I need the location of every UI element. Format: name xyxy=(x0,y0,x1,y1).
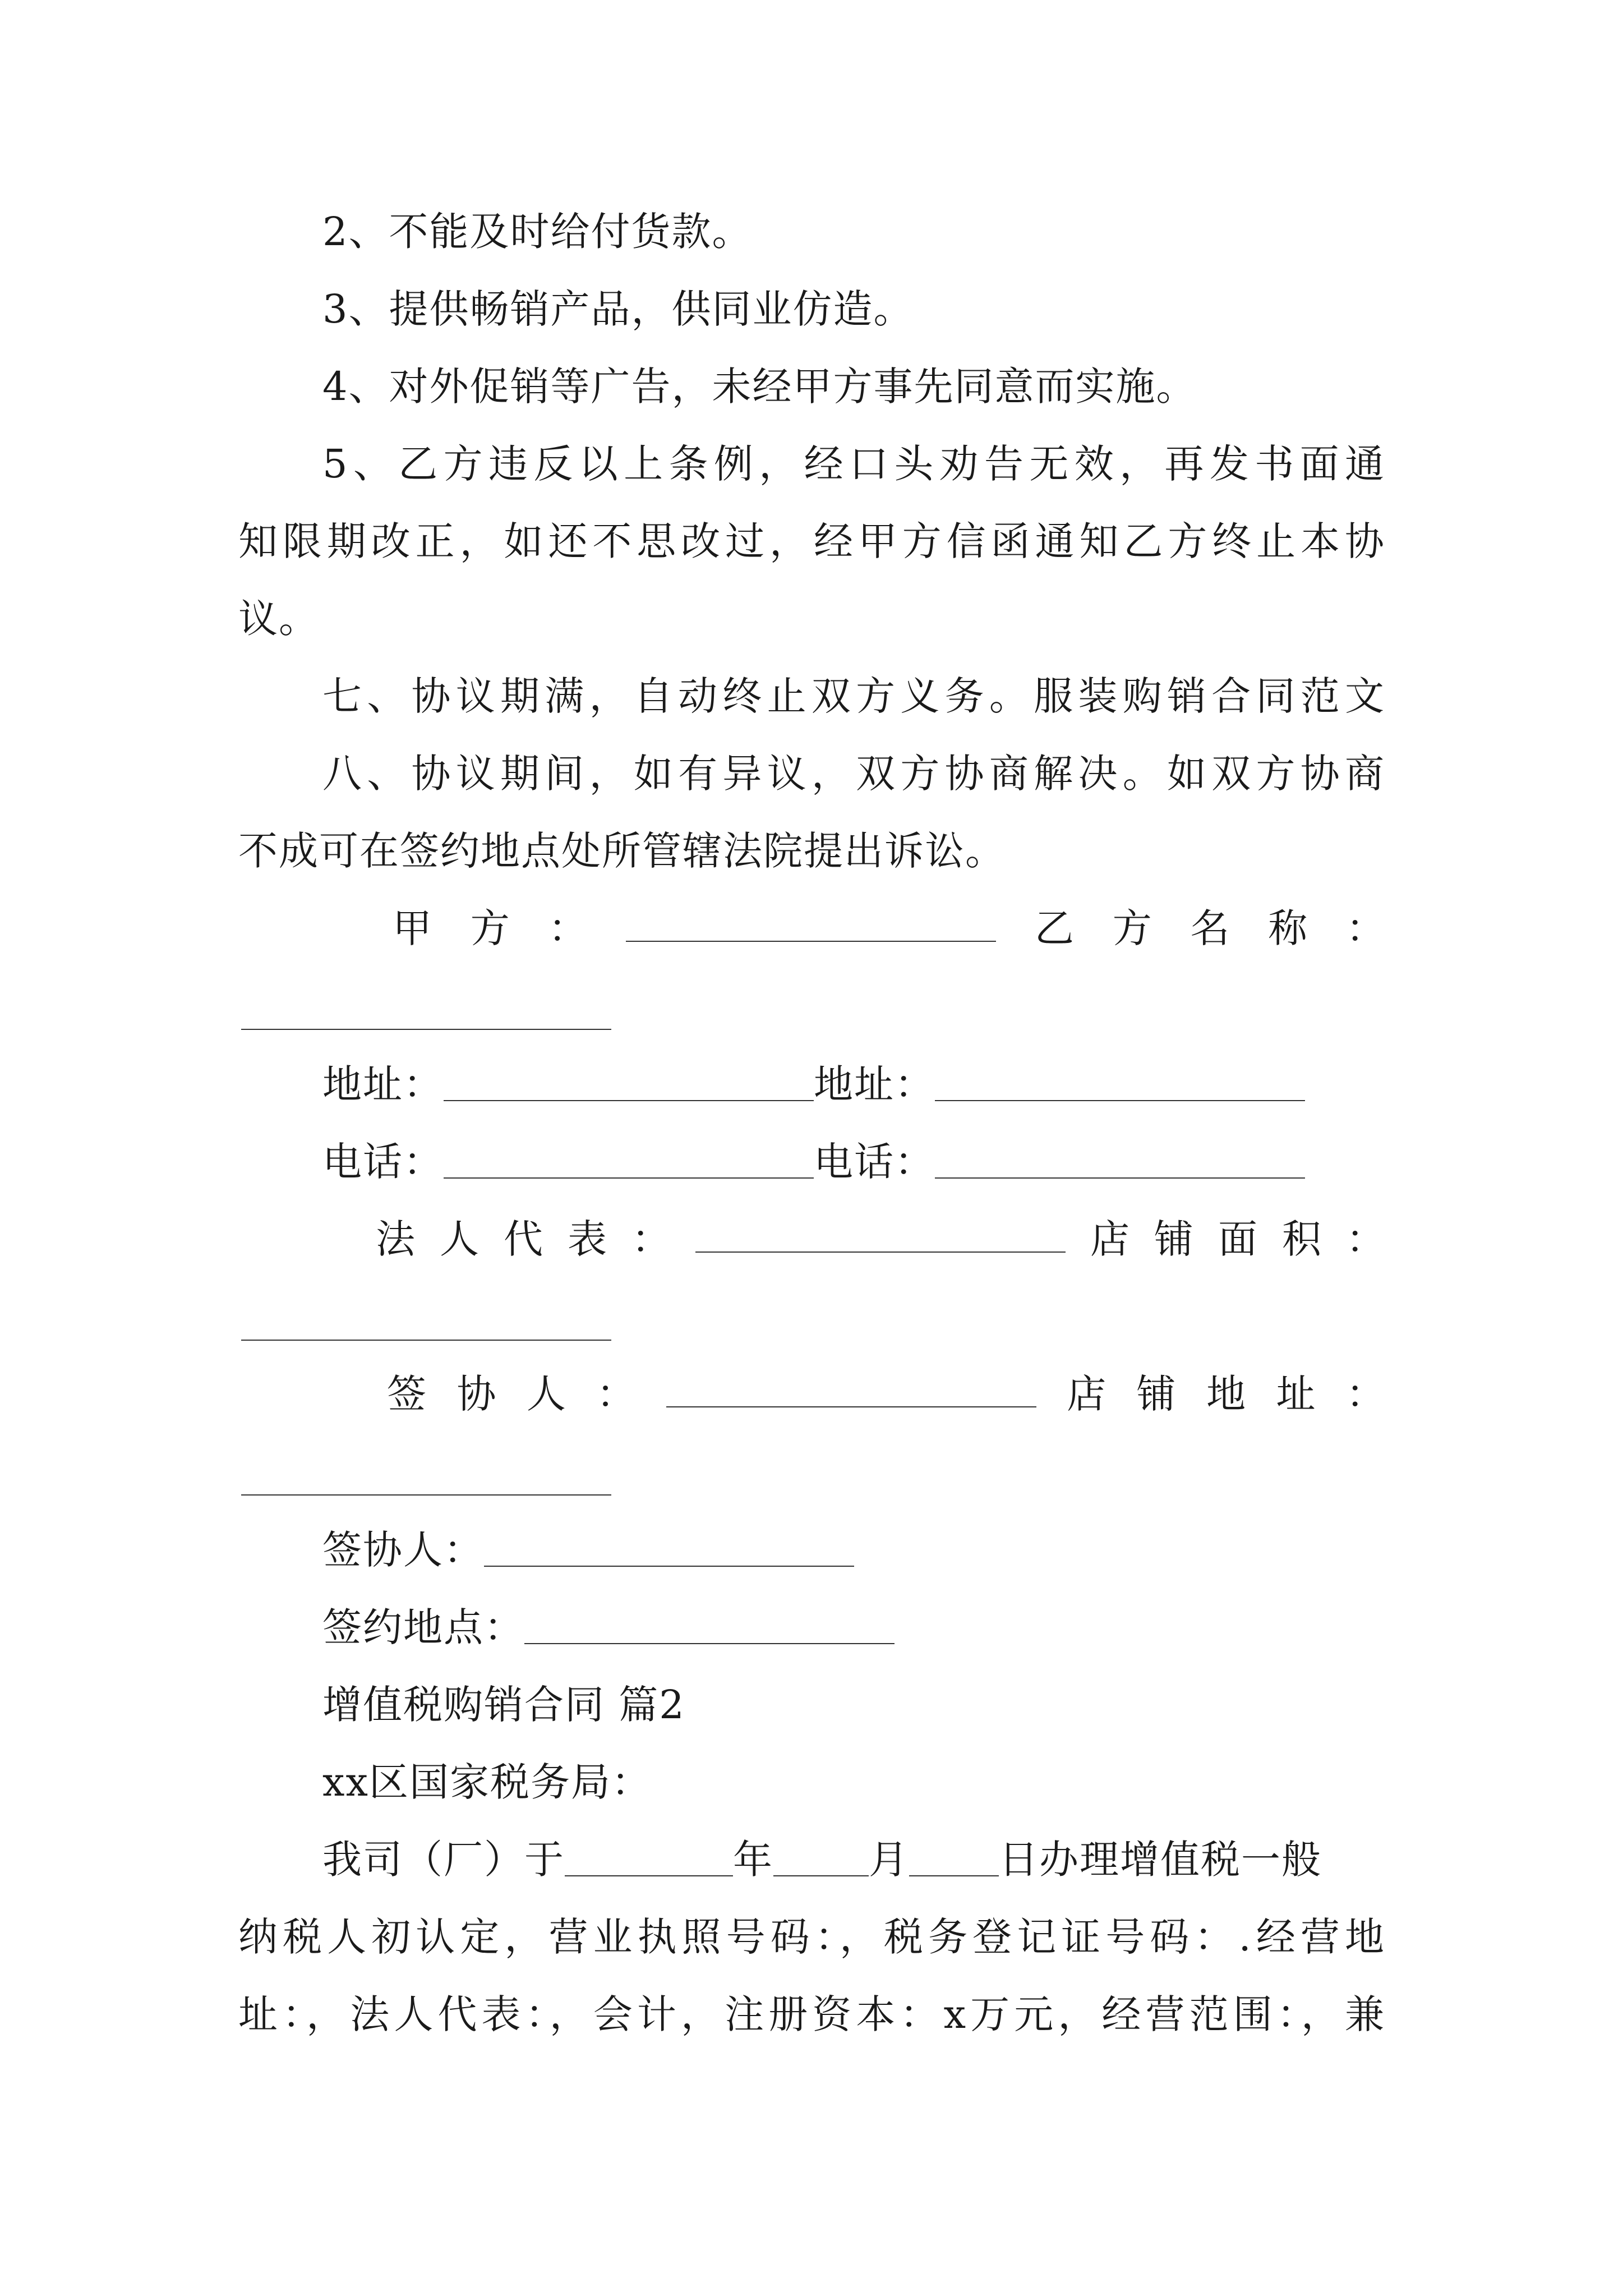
cosigner-row xyxy=(387,1367,1385,1421)
legal-rep-char-4: 表 xyxy=(568,1216,607,1262)
article-7: 七、协议期满，自动终止双方义务。服装购销合同范文 xyxy=(322,673,1385,719)
cosigner-single-row xyxy=(322,1523,854,1577)
party-a-blank xyxy=(626,907,996,942)
party-a-address-label: 地址： xyxy=(322,1061,444,1107)
legal-rep-row xyxy=(376,1212,1385,1266)
p1-month-blank xyxy=(773,1842,869,1876)
p1-month-label: 月 xyxy=(869,1837,909,1883)
address-row xyxy=(322,1057,1305,1111)
cosigner-char-2: 协 xyxy=(457,1371,496,1417)
party-b-phone-blank xyxy=(935,1144,1305,1179)
p1-day-blank xyxy=(909,1842,999,1876)
party-b-address-blank xyxy=(935,1066,1305,1101)
clause-5-line-1: 5、乙方违反以上条例，经口头劝告无效，再发书面通 xyxy=(322,441,1385,487)
section-2-title: 增值税购销合同 篇2 xyxy=(322,1682,685,1728)
phone-row xyxy=(322,1135,1305,1189)
shop-area-char-2: 铺 xyxy=(1154,1216,1193,1262)
shop-address-char-1: 店 xyxy=(1067,1371,1106,1417)
clause-5-line-3: 议。 xyxy=(238,596,319,642)
legal-rep-char-3: 代 xyxy=(504,1216,543,1262)
section-2-p1-line-2: 纳税人初认定，营业执照号码：，税务登记证号码：.经营地 xyxy=(238,1914,1385,1960)
shop-area-char-3: 面 xyxy=(1218,1216,1257,1262)
shop-address-char-3: 地 xyxy=(1206,1371,1246,1417)
sign-place-row xyxy=(322,1600,895,1654)
cosigner-blank xyxy=(666,1373,1036,1407)
p1-year-blank xyxy=(565,1842,733,1876)
party-row xyxy=(393,901,1385,955)
sign-place-blank xyxy=(524,1609,895,1644)
party-b-char-5: ： xyxy=(1346,905,1385,951)
shop-area-blank xyxy=(241,1340,611,1341)
cosigner-char-1: 签 xyxy=(387,1371,426,1417)
party-a-char-1: 甲 xyxy=(393,905,432,951)
party-b-char-3: 名 xyxy=(1190,905,1230,951)
clause-4: 4、对外促销等广告，未经甲方事先同意而实施。 xyxy=(322,364,1197,409)
legal-rep-char-5: ： xyxy=(631,1216,671,1262)
cosigner-single-blank xyxy=(484,1532,854,1567)
article-8-line-1: 八、协议期间，如有异议，双方协商解决。如双方协商 xyxy=(322,751,1385,797)
shop-address-char-4: 址 xyxy=(1276,1371,1316,1417)
sign-place-label: 签约地点： xyxy=(322,1604,524,1650)
party-b-char-1: 乙 xyxy=(1035,905,1074,951)
shop-address-blank xyxy=(241,1494,611,1496)
section-2-addressee: xx区国家税务局： xyxy=(322,1759,652,1805)
p1-day-label: 日办理增值税一般 xyxy=(999,1837,1322,1883)
party-a-char-3: ： xyxy=(548,905,588,951)
clause-5-line-2: 知限期改正，如还不思改过，经甲方信函通知乙方终止本协 xyxy=(238,518,1385,564)
party-b-address-label: 地址： xyxy=(814,1061,935,1107)
clause-3: 3、提供畅销产品，供同业仿造。 xyxy=(322,286,914,332)
party-a-phone-blank xyxy=(444,1144,814,1179)
party-a-address-blank xyxy=(444,1066,814,1101)
legal-rep-char-2: 人 xyxy=(440,1216,479,1262)
p1-intro: 我司（厂）于 xyxy=(322,1837,565,1883)
shop-address-char-2: 铺 xyxy=(1136,1371,1176,1417)
cosigner-char-4: ： xyxy=(596,1371,636,1417)
party-a-phone-label: 电话： xyxy=(322,1139,444,1185)
party-b-blank xyxy=(241,1029,611,1030)
legal-rep-blank xyxy=(695,1218,1066,1253)
legal-rep-char-1: 法 xyxy=(376,1216,415,1262)
clause-2: 2、不能及时给付货款。 xyxy=(322,209,753,255)
shop-area-char-4: 积 xyxy=(1282,1216,1321,1262)
section-2-p1-line-1 xyxy=(322,1833,1322,1887)
party-b-phone-label: 电话： xyxy=(814,1139,935,1185)
party-b-char-4: 称 xyxy=(1268,905,1308,951)
cosigner-label: 签协人： xyxy=(322,1527,484,1573)
shop-address-char-5: ： xyxy=(1345,1371,1385,1417)
cosigner-char-3: 人 xyxy=(526,1371,566,1417)
article-8-line-2: 不成可在签约地点处所管辖法院提出诉讼。 xyxy=(238,828,1006,874)
party-a-char-2: 方 xyxy=(470,905,510,951)
p1-year-label: 年 xyxy=(733,1837,773,1883)
section-2-p1-line-3: 址：，法人代表：，会计，注册资本：x万元，经营范围：，兼 xyxy=(238,1991,1385,2037)
party-b-char-2: 方 xyxy=(1112,905,1152,951)
shop-area-char-1: 店 xyxy=(1090,1216,1129,1262)
shop-area-char-5: ： xyxy=(1346,1216,1385,1262)
